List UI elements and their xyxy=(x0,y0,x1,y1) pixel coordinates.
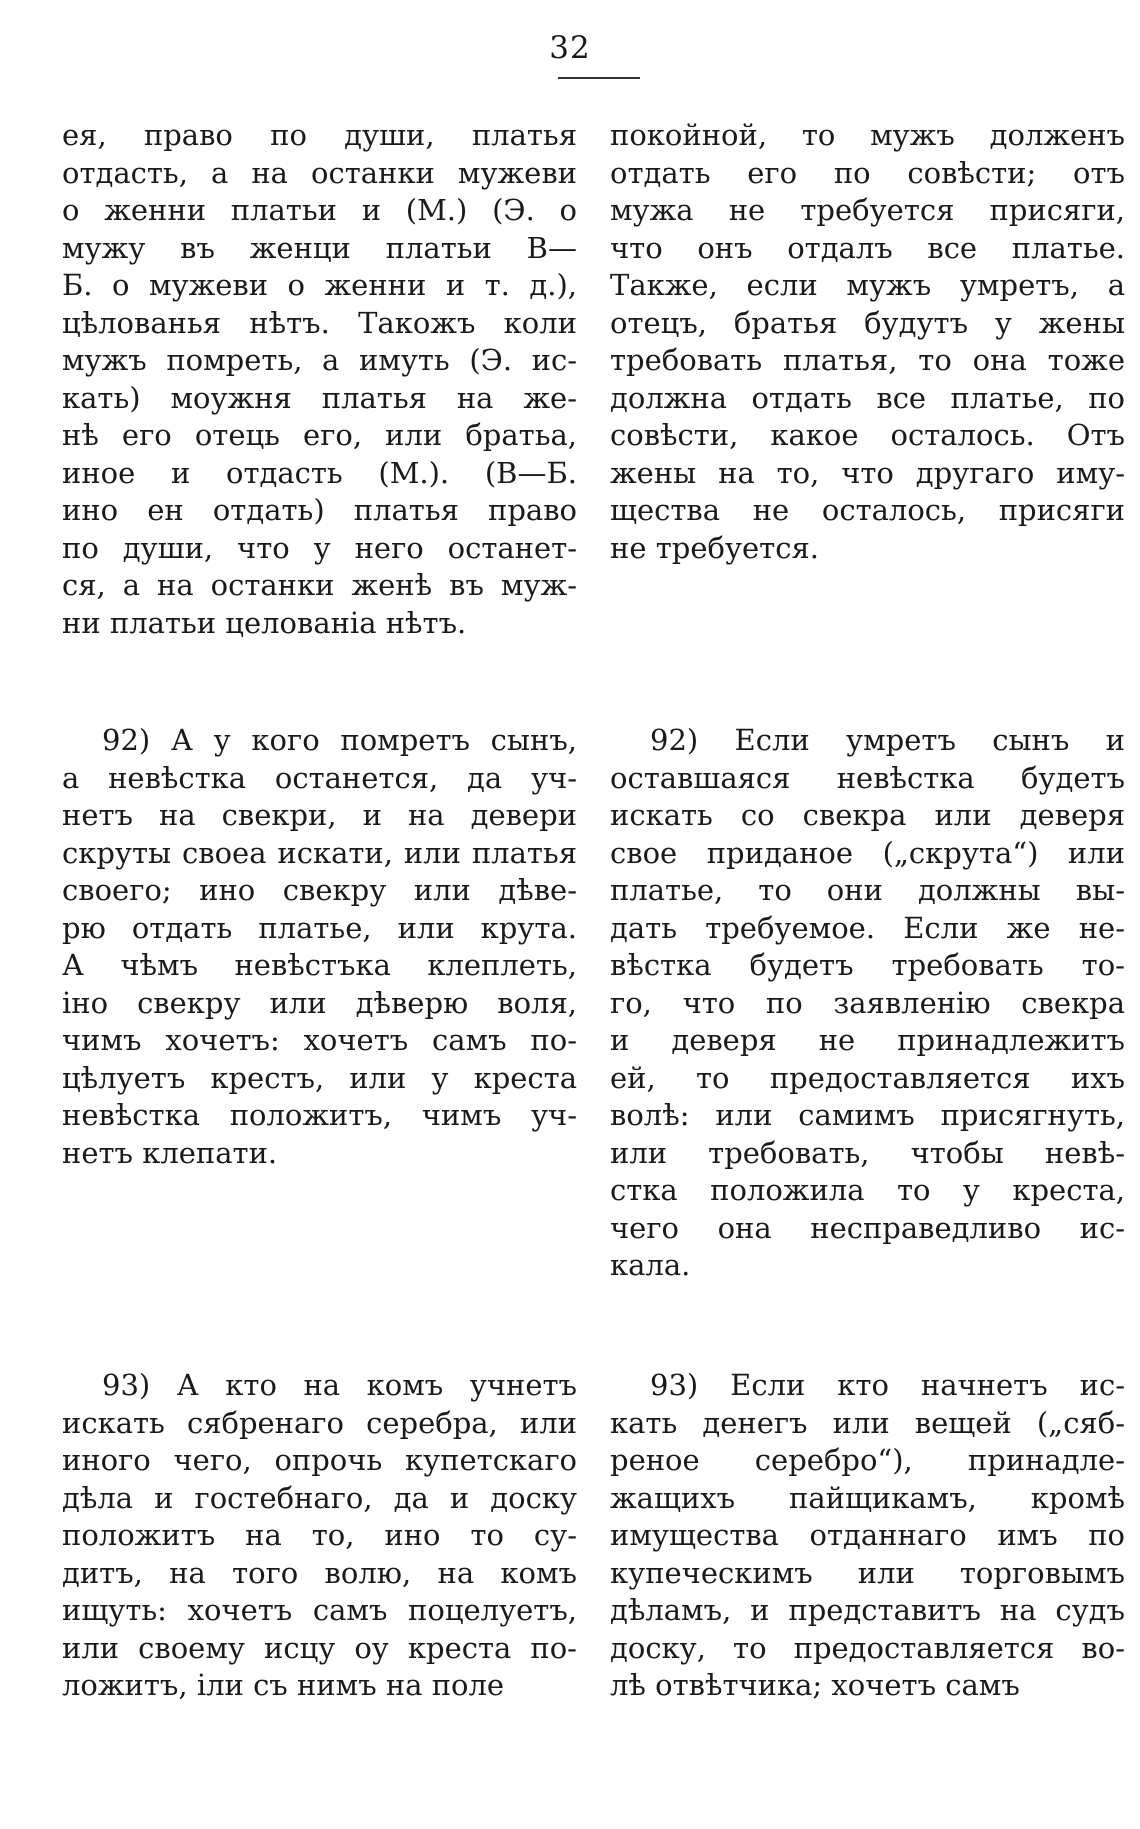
text-line: жены на то, что другаго иму- xyxy=(610,455,1125,490)
text-line: мужа не требуется присяги, xyxy=(610,193,1125,227)
text-line: не требуется. xyxy=(610,530,819,565)
text-line: Также, если мужъ умретъ, а xyxy=(610,268,1125,302)
text-line: ино ен отдать) платья право xyxy=(62,493,577,527)
text-line: совѣсти, какое осталось. Отъ xyxy=(610,418,1125,452)
text-line: го, что по заявленiю свекра xyxy=(610,985,1125,1020)
text-line: по души, что у него останет- xyxy=(62,530,577,565)
text-line: кать) моужня платья на же- xyxy=(62,380,577,415)
text-line: отдать его по совѣсти; отъ xyxy=(610,155,1125,190)
old-text-column-section-92 xyxy=(62,722,577,1172)
text-line: ся, а на останки женѣ въ муж- xyxy=(62,568,577,602)
text-line: жащихъ пайщикамъ, кромѣ xyxy=(610,1480,1125,1515)
text-line: ей, то предоставляется ихъ xyxy=(610,1060,1125,1095)
text-line: А чѣмъ невѣстъка клеплеть, xyxy=(62,948,577,982)
text-line: ложитъ, iли съ нимъ на поле xyxy=(62,1668,505,1702)
text-line: искать со свекра или деверя xyxy=(610,798,1125,832)
text-line: купеческимъ или торговымъ xyxy=(610,1555,1125,1590)
text-line: чего она несправедливо ис- xyxy=(610,1210,1125,1245)
page-number: 32 xyxy=(549,30,591,66)
page-number-rule xyxy=(558,77,640,79)
text-line: рю отдать платье, или крута. xyxy=(62,910,577,945)
text-line: нѣ его отець его, или братьа, xyxy=(62,418,577,452)
text-line: мужу въ женци платьи В— xyxy=(62,230,577,265)
text-line: вѣстка будетъ требовать то- xyxy=(610,948,1125,982)
text-line: или требовать, чтобы невѣ- xyxy=(610,1135,1125,1170)
old-text-column-section-93 xyxy=(62,1367,577,1705)
text-line: дѣла и гостебнаго, да и доску xyxy=(62,1480,577,1515)
text-line: волѣ: или самимъ присягнуть, xyxy=(610,1098,1125,1132)
text-line: и деверя не принадлежитъ xyxy=(610,1023,1125,1057)
text-line: ни платьи целованiа нѣтъ. xyxy=(62,605,467,640)
text-line: требовать платья, то она тоже xyxy=(610,343,1125,377)
text-line: платье, то они должны вы- xyxy=(610,873,1125,907)
text-line: искать сябренаго серебра, или xyxy=(62,1405,577,1440)
text-line: iно свекру или дѣверю воля, xyxy=(62,985,577,1020)
text-line: свое приданое („скрута“) или xyxy=(610,835,1125,870)
text-line: кала. xyxy=(610,1248,691,1282)
text-line: должна отдать все платье, по xyxy=(610,380,1125,415)
text-line: а невѣстка останется, да уч- xyxy=(62,760,577,795)
text-line: кать денегъ или вещей („сяб- xyxy=(610,1405,1125,1440)
text-line: стка положила то у креста, xyxy=(610,1173,1125,1207)
text-line: ея, право по души, платья xyxy=(62,118,577,152)
text-line: Б. о мужеви о женни и т. д.), xyxy=(62,268,577,302)
text-line: иное и отдасть (М.). (В—Б. xyxy=(62,455,577,490)
text-line: реное серебро“), принадле- xyxy=(610,1443,1125,1477)
text-line: 93) А кто на комъ учнетъ xyxy=(102,1368,577,1402)
text-line: ищуть: хочетъ самъ поцелуетъ, xyxy=(62,1593,577,1627)
text-line: оставшаяся невѣстка будетъ xyxy=(610,760,1125,795)
text-line: чимъ хочетъ: хочетъ самъ по- xyxy=(62,1023,577,1057)
text-line: дитъ, на того волю, на комъ xyxy=(62,1555,577,1590)
text-line: дѣламъ, и представитъ на судъ xyxy=(610,1593,1125,1627)
text-line: доску, то предоставляется во- xyxy=(610,1630,1125,1665)
text-line: 92) Если умретъ сынъ и xyxy=(650,723,1125,757)
text-line: цѣлуетъ крестъ, или у креста xyxy=(62,1060,577,1095)
text-line: о женни платьи и (М.) (Э. о xyxy=(62,193,577,227)
text-line: или своему исцу оу креста по- xyxy=(62,1630,577,1665)
old-text-column-section-91 xyxy=(62,117,577,642)
text-line: 92) А у кого помретъ сынъ, xyxy=(102,723,577,757)
text-line: положитъ на то, ино то су- xyxy=(62,1518,577,1552)
translation-column-section-91 xyxy=(610,117,1125,567)
text-line: невѣстка положитъ, чимъ уч- xyxy=(62,1098,577,1132)
translation-column-section-92 xyxy=(610,722,1125,1285)
text-line: отецъ, братья будутъ у жены xyxy=(610,305,1125,340)
text-line: отдасть, а на останки мужеви xyxy=(62,155,577,190)
text-line: что онъ отдалъ все платье. xyxy=(610,230,1125,265)
text-line: скруты своеа искати, или платья xyxy=(62,835,577,870)
translation-column-section-93 xyxy=(610,1367,1125,1705)
text-line: имущества отданнаго имъ по xyxy=(610,1518,1125,1552)
text-line: своего; ино свекру или дѣве- xyxy=(62,873,577,907)
text-line: 93) Если кто начнетъ ис- xyxy=(650,1368,1125,1402)
text-line: цѣлованья нѣтъ. Такожъ коли xyxy=(62,305,577,340)
text-line: мужъ помреть, а имуть (Э. ис- xyxy=(62,343,577,377)
text-line: иного чего, опрочь купетскаго xyxy=(62,1443,577,1477)
text-line: щества не осталось, присяги xyxy=(610,493,1125,527)
text-line: нетъ клепати. xyxy=(62,1135,278,1170)
text-line: нетъ на свекри, и на девери xyxy=(62,798,577,832)
text-line: лѣ отвѣтчика; хочетъ самъ xyxy=(610,1668,1020,1702)
text-line: дать требуемое. Если же не- xyxy=(610,910,1125,945)
text-line: покойной, то мужъ долженъ xyxy=(610,118,1125,152)
